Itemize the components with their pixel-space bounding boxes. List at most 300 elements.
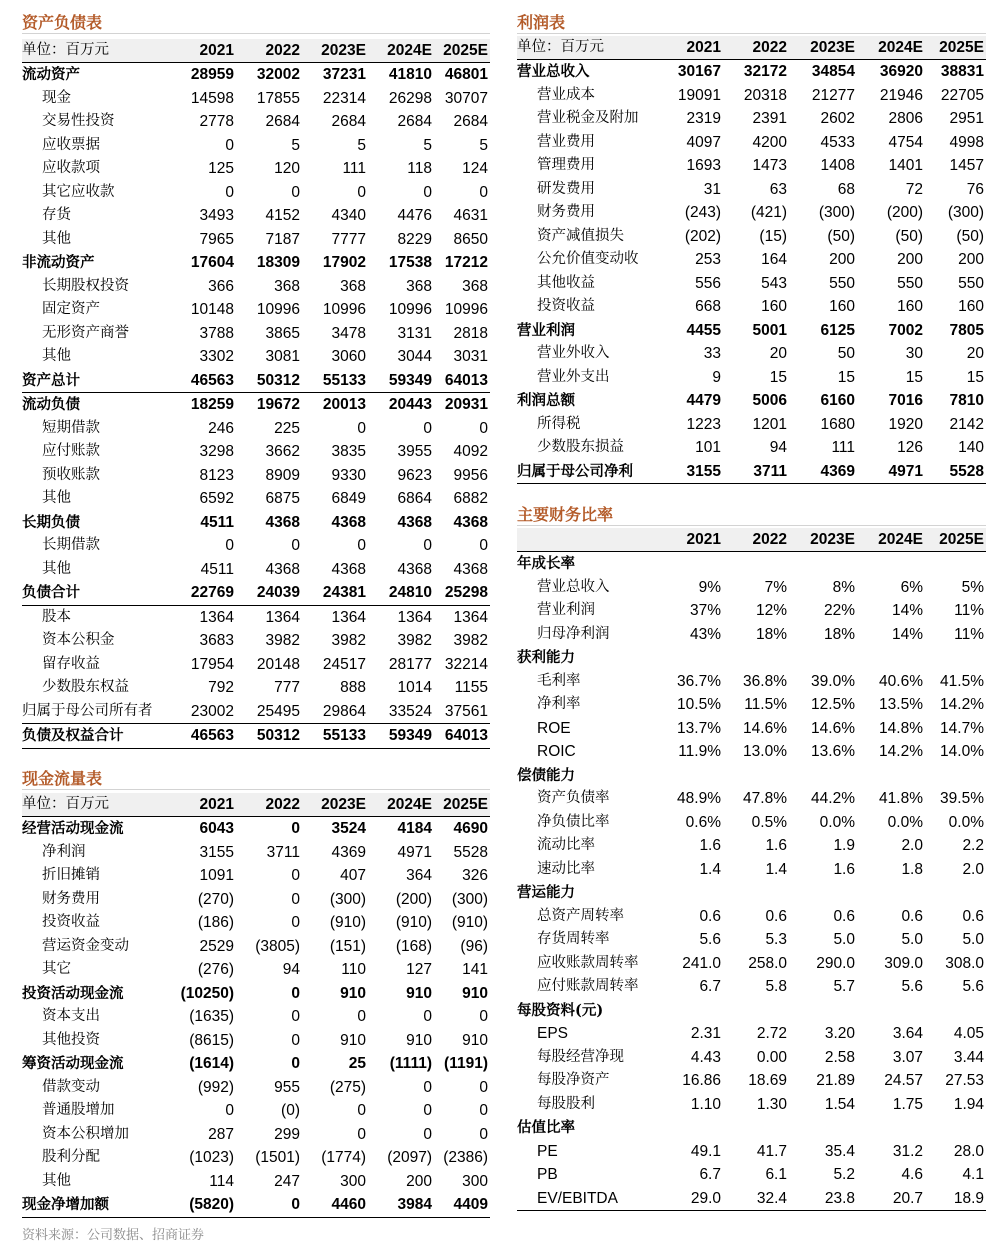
cell-value: 3982 <box>265 632 300 649</box>
row-label: 其他收益 <box>537 274 595 291</box>
row-label: 毛利率 <box>537 672 581 689</box>
cell-value: 38831 <box>940 63 984 80</box>
cell-value: 72 <box>905 180 923 198</box>
table-row <box>517 717 986 741</box>
table-row <box>517 342 986 366</box>
row-label: 归母净利润 <box>537 625 610 642</box>
cell-value: (270) <box>197 890 234 908</box>
table-row <box>517 1069 986 1093</box>
cell-value: 126 <box>897 439 923 456</box>
unit-label: 单位：百万元 <box>517 36 657 60</box>
row-label: 公允价值变动收 <box>537 251 639 267</box>
table-row <box>22 322 490 346</box>
cell-value: 24039 <box>236 581 302 605</box>
cell-value: 550 <box>897 274 923 292</box>
table-row <box>22 888 490 912</box>
cell-value: 44.2% <box>811 790 855 807</box>
table-row <box>517 272 986 296</box>
cell-value: 27.53 <box>945 1072 984 1089</box>
cell-value: 24.57 <box>884 1072 923 1089</box>
cell-value: 8123 <box>199 466 234 484</box>
cell-value: 1364 <box>199 608 234 626</box>
cell-value: 3835 <box>331 443 366 460</box>
cell-value <box>657 764 723 788</box>
cell-value: 0 <box>291 1031 300 1049</box>
cell-value: 41.8% <box>879 790 923 807</box>
cell-value: 14% <box>891 602 923 619</box>
cell-value: 68 <box>837 180 855 198</box>
row-label: 其他 <box>42 1172 71 1189</box>
cell-value: 5006 <box>752 392 787 409</box>
cell-value: 59349 <box>368 369 434 393</box>
cell-value: 48.9% <box>677 790 721 807</box>
cell-value: (910) <box>451 914 488 931</box>
cell-value: 17954 <box>190 655 234 673</box>
cell-value <box>723 999 789 1023</box>
cell-value: 9956 <box>453 466 488 484</box>
cell-value: 1364 <box>397 608 432 626</box>
cell-value: 0 <box>423 537 432 554</box>
cell-value: 910 <box>406 984 432 1002</box>
cell-value: 15 <box>769 368 787 386</box>
cell-value: 4368 <box>397 513 432 531</box>
cell-value: 3155 <box>199 843 234 861</box>
cell-value: 8909 <box>265 466 300 484</box>
cell-value: (2386) <box>443 1149 488 1166</box>
cell-value: 1.10 <box>690 1095 721 1113</box>
cell-value: 2818 <box>453 324 488 342</box>
cell-value: 1.4 <box>765 860 787 878</box>
row-label: 净利率 <box>537 696 581 712</box>
cell-value: 46801 <box>444 66 488 83</box>
cell-value: 5.6 <box>901 978 923 995</box>
row-label: 股本 <box>42 608 71 625</box>
cell-value <box>925 999 986 1023</box>
cell-value: 0 <box>479 1078 488 1096</box>
cell-value: 4368 <box>265 560 300 578</box>
cell-value: 5.0 <box>962 931 984 948</box>
cell-value: 18% <box>755 625 787 643</box>
row-label: 资本支出 <box>42 1008 100 1024</box>
cell-value: 0 <box>479 537 488 554</box>
row-label: 所得税 <box>537 415 581 432</box>
row-label: 每股经营净现 <box>537 1048 624 1065</box>
cell-value: 50312 <box>236 369 302 393</box>
table-row <box>22 935 490 959</box>
cell-value: 7016 <box>888 392 923 409</box>
cell-value: 28959 <box>190 66 234 83</box>
cell-value: 4.05 <box>953 1025 984 1042</box>
cell-value: 4971 <box>857 460 925 484</box>
cell-value: 0.0% <box>948 813 984 831</box>
cell-value: 14.2% <box>879 743 923 760</box>
row-label: 应付账款 <box>42 443 100 459</box>
cell-value: 7187 <box>265 230 300 248</box>
cell-value: 2684 <box>397 113 432 130</box>
cell-value <box>789 881 857 905</box>
cell-value: 33 <box>703 345 721 362</box>
cell-value: 4.43 <box>690 1048 721 1066</box>
cell-value: (3805) <box>255 937 300 955</box>
row-label: 筹资活动现金流 <box>22 1055 124 1072</box>
cell-value: (50) <box>895 227 923 245</box>
cell-value: 0 <box>357 1125 366 1143</box>
income-statement-title: 利润表 <box>517 12 986 34</box>
balance-sheet-title: 资产负债表 <box>22 12 490 34</box>
cell-value: 6875 <box>265 490 300 507</box>
cell-value: 300 <box>462 1172 488 1190</box>
cell-value: 3031 <box>453 348 488 365</box>
table-row <box>517 928 986 952</box>
cell-value <box>857 999 925 1023</box>
cell-value: 4340 <box>331 207 366 224</box>
table-row <box>22 157 490 181</box>
cell-value: 0 <box>291 867 300 884</box>
cell-value: 6592 <box>199 490 234 507</box>
cell-value: 141 <box>462 961 488 978</box>
row-label: 营运能力 <box>517 884 575 901</box>
cell-value: 3.44 <box>953 1048 984 1066</box>
row-label: 每股股利 <box>537 1095 595 1112</box>
cell-value: 910 <box>406 1031 432 1049</box>
table-row <box>517 319 986 343</box>
row-label: 非流动资产 <box>22 254 95 271</box>
cell-value <box>657 881 723 905</box>
cell-value: (200) <box>395 890 432 908</box>
row-label: 管理费用 <box>537 157 595 173</box>
row-label: 其他 <box>42 230 71 247</box>
row-label: 留存收益 <box>42 655 100 672</box>
cell-value: 13.6% <box>811 743 855 760</box>
year-header: 2021 <box>170 793 236 817</box>
cell-value: 1.8 <box>901 860 923 878</box>
cell-value: 668 <box>695 298 721 315</box>
cell-value: 3493 <box>199 207 234 224</box>
cell-value: 4511 <box>200 513 234 531</box>
table-row <box>517 60 986 84</box>
row-label: 营业外支出 <box>537 368 610 385</box>
cell-value: 0.6 <box>765 907 787 925</box>
cell-value: (8615) <box>189 1031 234 1049</box>
source-note: 资料来源：公司数据、招商证券 <box>22 1228 205 1243</box>
ratios-title: 主要财务比率 <box>517 504 986 526</box>
cell-value <box>789 552 857 576</box>
cell-value: 46563 <box>170 369 236 393</box>
cell-value: 910 <box>462 1031 488 1049</box>
table-row <box>517 436 986 460</box>
cell-value: (202) <box>684 227 721 245</box>
cell-value: 20 <box>966 345 984 362</box>
cell-value: 39.5% <box>940 790 984 807</box>
cell-value: 25 <box>348 1055 366 1072</box>
year-header: 2025E <box>925 528 986 552</box>
cell-value: 0 <box>479 183 488 201</box>
cell-value: (1614) <box>189 1055 234 1072</box>
table-row <box>22 393 490 417</box>
row-label: 流动资产 <box>22 66 80 83</box>
cell-value <box>857 764 925 788</box>
cell-value: 0 <box>357 1102 366 1119</box>
cell-value: 94 <box>282 961 300 978</box>
row-label: EV/EBITDA <box>517 1187 657 1211</box>
cell-value: 2951 <box>949 110 984 127</box>
cell-value <box>925 764 986 788</box>
row-label: 营业总收入 <box>537 578 610 595</box>
cell-value: 3984 <box>368 1193 434 1217</box>
row-label: 长期借款 <box>42 537 100 553</box>
cell-value: (243) <box>684 204 721 221</box>
cell-value: 3982 <box>453 632 488 649</box>
cell-value: 0 <box>357 537 366 554</box>
cell-value: 0 <box>225 183 234 201</box>
cell-value: 5528 <box>925 460 986 484</box>
cell-value: 0 <box>423 1102 432 1119</box>
cell-value: 2142 <box>949 415 984 433</box>
cell-value: 1.75 <box>892 1095 923 1113</box>
income-statement-table <box>517 36 986 484</box>
cell-value: 364 <box>406 867 432 884</box>
cell-value: 0 <box>479 1125 488 1143</box>
row-label: 长期股权投资 <box>42 277 129 294</box>
cell-value: 14.2% <box>940 696 984 713</box>
cell-value: 34854 <box>811 63 855 80</box>
cell-value: 0 <box>291 183 300 201</box>
row-label: 流动比率 <box>537 837 595 853</box>
row-label: 总资产周转率 <box>537 907 624 924</box>
row-label: 普通股增加 <box>42 1102 115 1118</box>
row-label: 固定资产 <box>42 301 100 317</box>
cell-value: 1.6 <box>833 860 855 878</box>
income-statement-panel <box>517 12 986 484</box>
cell-value: 3155 <box>657 460 723 484</box>
cell-value: 6864 <box>397 490 432 507</box>
cell-value: 17538 <box>388 254 432 271</box>
table-row <box>517 858 986 882</box>
cell-value: 910 <box>340 1031 366 1049</box>
cell-value: 0 <box>479 419 488 437</box>
cell-value: 200 <box>406 1172 432 1190</box>
cell-value: 9623 <box>397 466 432 484</box>
cell-value: 36.8% <box>743 672 787 690</box>
cell-value <box>925 552 986 576</box>
cell-value: 368 <box>340 277 366 295</box>
row-label: 研发费用 <box>537 180 595 197</box>
cell-value <box>789 646 857 670</box>
row-label: 长期负债 <box>22 513 80 531</box>
cell-value: 35.4 <box>824 1142 855 1160</box>
cell-value: (168) <box>395 937 432 955</box>
row-label: 存货周转率 <box>537 931 610 947</box>
cell-value: 17604 <box>190 254 234 271</box>
unit-label <box>517 528 657 552</box>
cell-value: 1155 <box>454 679 488 696</box>
cell-value: 4690 <box>453 820 488 837</box>
cell-value: 4369 <box>789 460 857 484</box>
cell-value: 12.5% <box>811 696 855 713</box>
cell-value: 5.6 <box>699 931 721 948</box>
year-header: 2023E <box>302 793 368 817</box>
cell-value: 1364 <box>265 608 300 626</box>
row-label: 投资收益 <box>42 914 100 930</box>
table-row <box>22 63 490 87</box>
table-row <box>22 134 490 158</box>
cell-value: (1501) <box>255 1149 300 1166</box>
cell-value: 13.5% <box>879 696 923 713</box>
table-row <box>22 228 490 252</box>
cell-value: (421) <box>750 204 787 221</box>
row-label: 短期借款 <box>42 419 100 436</box>
cell-value: 18% <box>823 625 855 643</box>
cashflow-table <box>22 793 490 1218</box>
cell-value: 6.7 <box>699 978 721 995</box>
row-label: 交易性投资 <box>42 113 115 129</box>
table-row <box>517 366 986 390</box>
table-row <box>22 1076 490 1100</box>
table-row <box>22 1005 490 1029</box>
cell-value: 300 <box>340 1172 366 1190</box>
cell-value: 3131 <box>397 324 432 342</box>
cell-value: 46563 <box>170 724 236 749</box>
cell-value: 4455 <box>686 321 721 339</box>
cell-value: 0 <box>291 984 300 1002</box>
cell-value: 20443 <box>388 396 432 413</box>
year-header: 2023E <box>789 36 857 60</box>
row-label: 流动负债 <box>22 396 80 413</box>
table-row <box>517 952 986 976</box>
row-label: 营业总收入 <box>517 63 590 80</box>
cell-value <box>723 646 789 670</box>
cell-value: 22705 <box>940 86 984 104</box>
cell-value: 0 <box>357 419 366 437</box>
cell-value: (1191) <box>444 1055 488 1072</box>
row-label: 无形资产商誉 <box>42 324 129 341</box>
cell-value: 63 <box>769 180 787 198</box>
cell-value: 225 <box>274 419 300 437</box>
cell-value: 3.64 <box>892 1025 923 1042</box>
cell-value: 26298 <box>388 89 432 107</box>
table-row <box>517 248 986 272</box>
cell-value: 326 <box>462 867 488 884</box>
cell-value: (1774) <box>321 1149 366 1166</box>
cell-value: 3982 <box>331 632 366 649</box>
table-row <box>22 345 490 369</box>
cell-value: (1635) <box>189 1008 234 1025</box>
cell-value: 3788 <box>199 324 234 342</box>
year-header: 2025E <box>434 793 490 817</box>
cell-value: 4368 <box>331 560 366 578</box>
cell-value: 11% <box>954 602 984 619</box>
cell-value <box>925 881 986 905</box>
cell-value: 30167 <box>677 63 721 80</box>
cell-value: 4476 <box>397 207 432 224</box>
table-row <box>22 724 490 749</box>
table-row <box>517 623 986 647</box>
cell-value: 11.5% <box>744 696 787 713</box>
cell-value: 910 <box>462 984 488 1002</box>
table-row <box>22 1099 490 1123</box>
cell-value: (300) <box>451 890 488 908</box>
year-header: 2025E <box>434 39 490 63</box>
cell-value: 5 <box>357 136 366 154</box>
cell-value: 1.54 <box>824 1095 855 1113</box>
cell-value: 8650 <box>453 230 488 248</box>
row-label: 速动比率 <box>537 860 595 877</box>
cell-value: 0.6 <box>901 907 923 925</box>
cell-value: 160 <box>761 298 787 315</box>
cell-value: 17902 <box>322 254 366 271</box>
cell-value: 3.07 <box>892 1048 923 1066</box>
table-row <box>22 487 490 511</box>
table-row <box>517 599 986 623</box>
cell-value <box>657 646 723 670</box>
table-row <box>517 646 986 670</box>
cell-value <box>857 1116 925 1140</box>
cell-value: 0.5% <box>751 813 787 831</box>
cell-value: 9% <box>698 578 721 596</box>
cell-value: 0 <box>291 890 300 908</box>
cell-value: 4.6 <box>901 1166 923 1183</box>
cell-value: 30707 <box>444 89 488 107</box>
balance-sheet-table <box>22 39 490 749</box>
row-label: 财务费用 <box>42 890 100 907</box>
table-row <box>22 605 490 629</box>
cell-value: 64013 <box>434 724 490 749</box>
cell-value: 407 <box>340 867 366 884</box>
table-row <box>22 417 490 441</box>
cell-value: 14.8% <box>879 719 923 737</box>
cell-value: 11% <box>954 625 984 643</box>
cell-value: 6% <box>900 578 923 596</box>
cell-value: 4754 <box>888 133 923 151</box>
cell-value: 6043 <box>199 820 234 837</box>
row-label: 其他 <box>42 348 71 364</box>
cell-value: 8% <box>832 578 855 596</box>
unit-label: 单位：百万元 <box>22 793 170 817</box>
table-row <box>517 693 986 717</box>
cell-value: (275) <box>329 1078 366 1096</box>
table-row <box>517 178 986 202</box>
cell-value: (1111) <box>389 1055 432 1072</box>
cell-value: 3302 <box>199 348 234 365</box>
cell-value: 25298 <box>434 581 490 605</box>
table-row <box>22 511 490 535</box>
cell-value: 200 <box>958 251 984 268</box>
cell-value: 55133 <box>302 724 368 749</box>
cell-value: 550 <box>958 274 984 292</box>
cell-value: 164 <box>761 251 787 268</box>
table-row <box>22 817 490 841</box>
cell-value: 1.6 <box>765 837 787 854</box>
cell-value: 2.72 <box>756 1025 787 1042</box>
cell-value <box>657 999 723 1023</box>
cell-value: 1.30 <box>756 1095 787 1113</box>
cell-value: 1014 <box>397 679 432 696</box>
cell-value: 7% <box>764 578 787 596</box>
table-row <box>22 653 490 677</box>
row-label: 营运资金变动 <box>42 937 129 954</box>
cell-value: (0) <box>281 1102 300 1119</box>
cell-value: 20148 <box>256 655 300 673</box>
table-row <box>22 581 490 605</box>
cell-value: 3.20 <box>824 1025 855 1042</box>
cell-value: 1.6 <box>699 837 721 854</box>
cell-value: 111 <box>831 439 855 456</box>
cell-value: 3711 <box>266 843 300 861</box>
table-row <box>22 1146 490 1170</box>
cell-value: 22% <box>823 602 855 619</box>
table-row <box>22 464 490 488</box>
table-row <box>22 1123 490 1147</box>
